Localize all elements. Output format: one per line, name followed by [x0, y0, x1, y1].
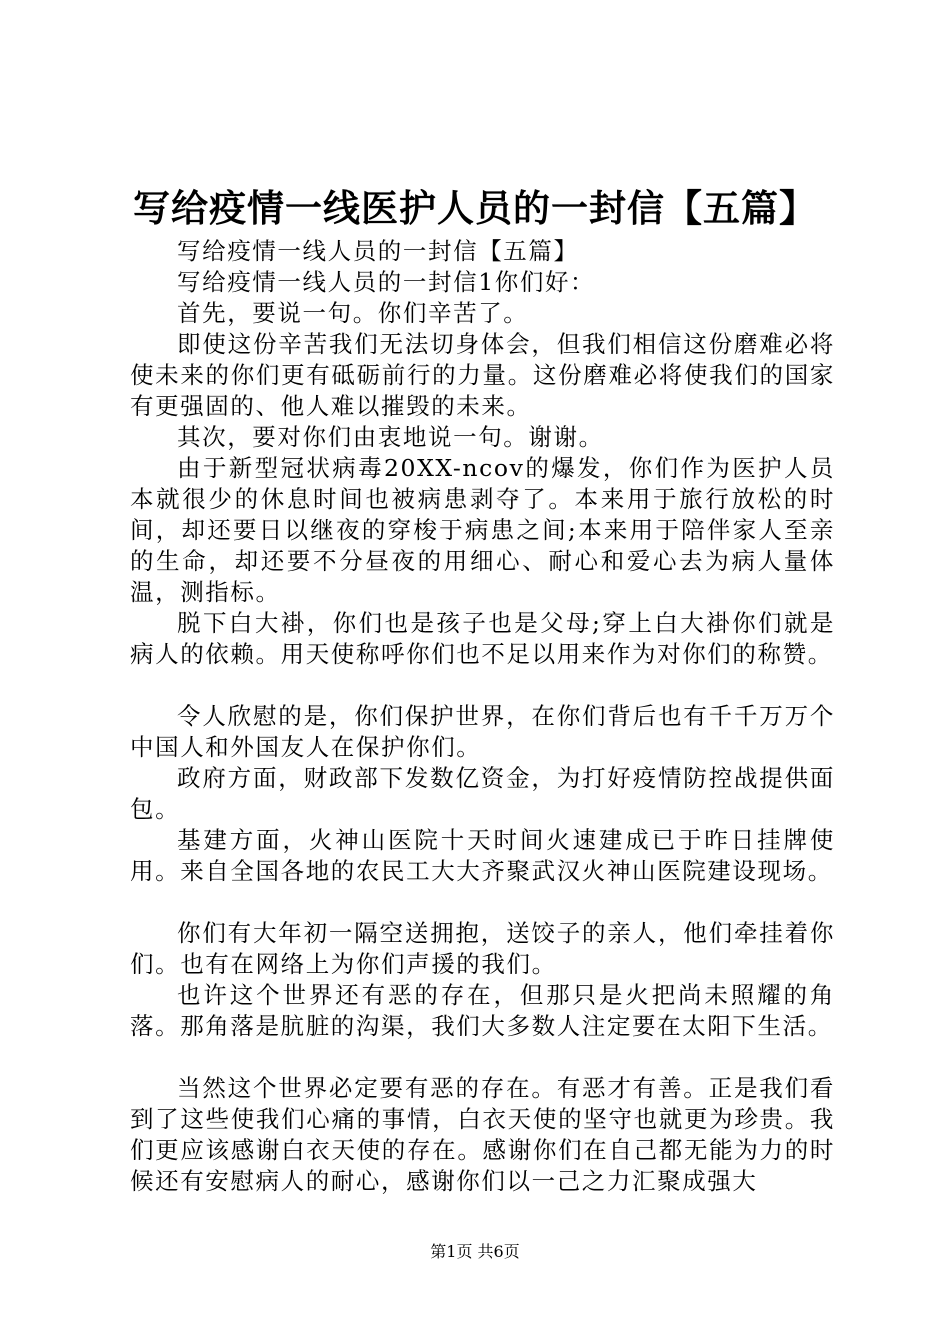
paragraph: 基建方面，火神山医院十天时间火速建成已于昨日挂牌使用。来自全国各地的农民工大大齐聚武汉火神山医院建设现场。 [130, 826, 835, 885]
paragraph: 脱下白大褂，你们也是孩子也是父母;穿上白大褂你们就是病人的依赖。用天使称呼你们也不足以用来作为对你们的称赞。 [130, 609, 835, 668]
paragraph: 当然这个世界必定要有恶的存在。有恶才有善。正是我们看到了这些使我们心痛的事情，白衣天使的坚守也就更为珍贵。我们更应该感谢白衣天使的存在。感谢你们在自己都无能为力的时候还有安慰病人的耐心，感谢你们以一己之力汇聚成强大 [130, 1074, 835, 1195]
paragraph: 其次，要对你们由衷地说一句。谢谢。 [177, 423, 604, 451]
paragraph: 也许这个世界还有恶的存在，但那只是火把尚未照耀的角落。那角落是肮脏的沟渠，我们大多数人注定要在太阳下生活。 [130, 981, 835, 1040]
paragraph: 令人欣慰的是，你们保护世界，在你们背后也有千千万万个中国人和外国友人在保护你们。 [130, 702, 835, 761]
paragraph-greeting: 写给疫情一线人员的一封信1你们好： [177, 268, 596, 296]
document-body [130, 236, 835, 1197]
paragraph-subtitle: 写给疫情一线人员的一封信【五篇】 [177, 237, 579, 265]
document-title: 写给疫情一线医护人员的一封信【五篇】 [133, 186, 817, 230]
paragraph: 政府方面，财政部下发数亿资金，为打好疫情防控战提供面包。 [130, 764, 835, 823]
paragraph: 即使这份辛苦我们无法切身体会，但我们相信这份磨难必将使未来的你们更有砥砺前行的力量。这份磨难必将使我们的国家有更强固的、他人难以摧毁的未来。 [130, 330, 835, 420]
paragraph: 首先，要说一句。你们辛苦了。 [177, 299, 529, 327]
page-number-footer: 第1页 共6页 [430, 1242, 520, 1261]
paragraph: 你们有大年初一隔空送拥抱，送饺子的亲人，他们牵挂着你们。也有在网络上为你们声援的我们。 [130, 919, 835, 978]
paragraph: 由于新型冠状病毒20XX-ncov的爆发，你们作为医护人员本就很少的休息时间也被病患剥夺了。本来用于旅行放松的时间，却还要日以继夜的穿梭于病患之间;本来用于陪伴家人至亲的生命，却还要不分昼夜的用细心、耐心和爱心去为病人量体温，测指标。 [130, 454, 835, 606]
